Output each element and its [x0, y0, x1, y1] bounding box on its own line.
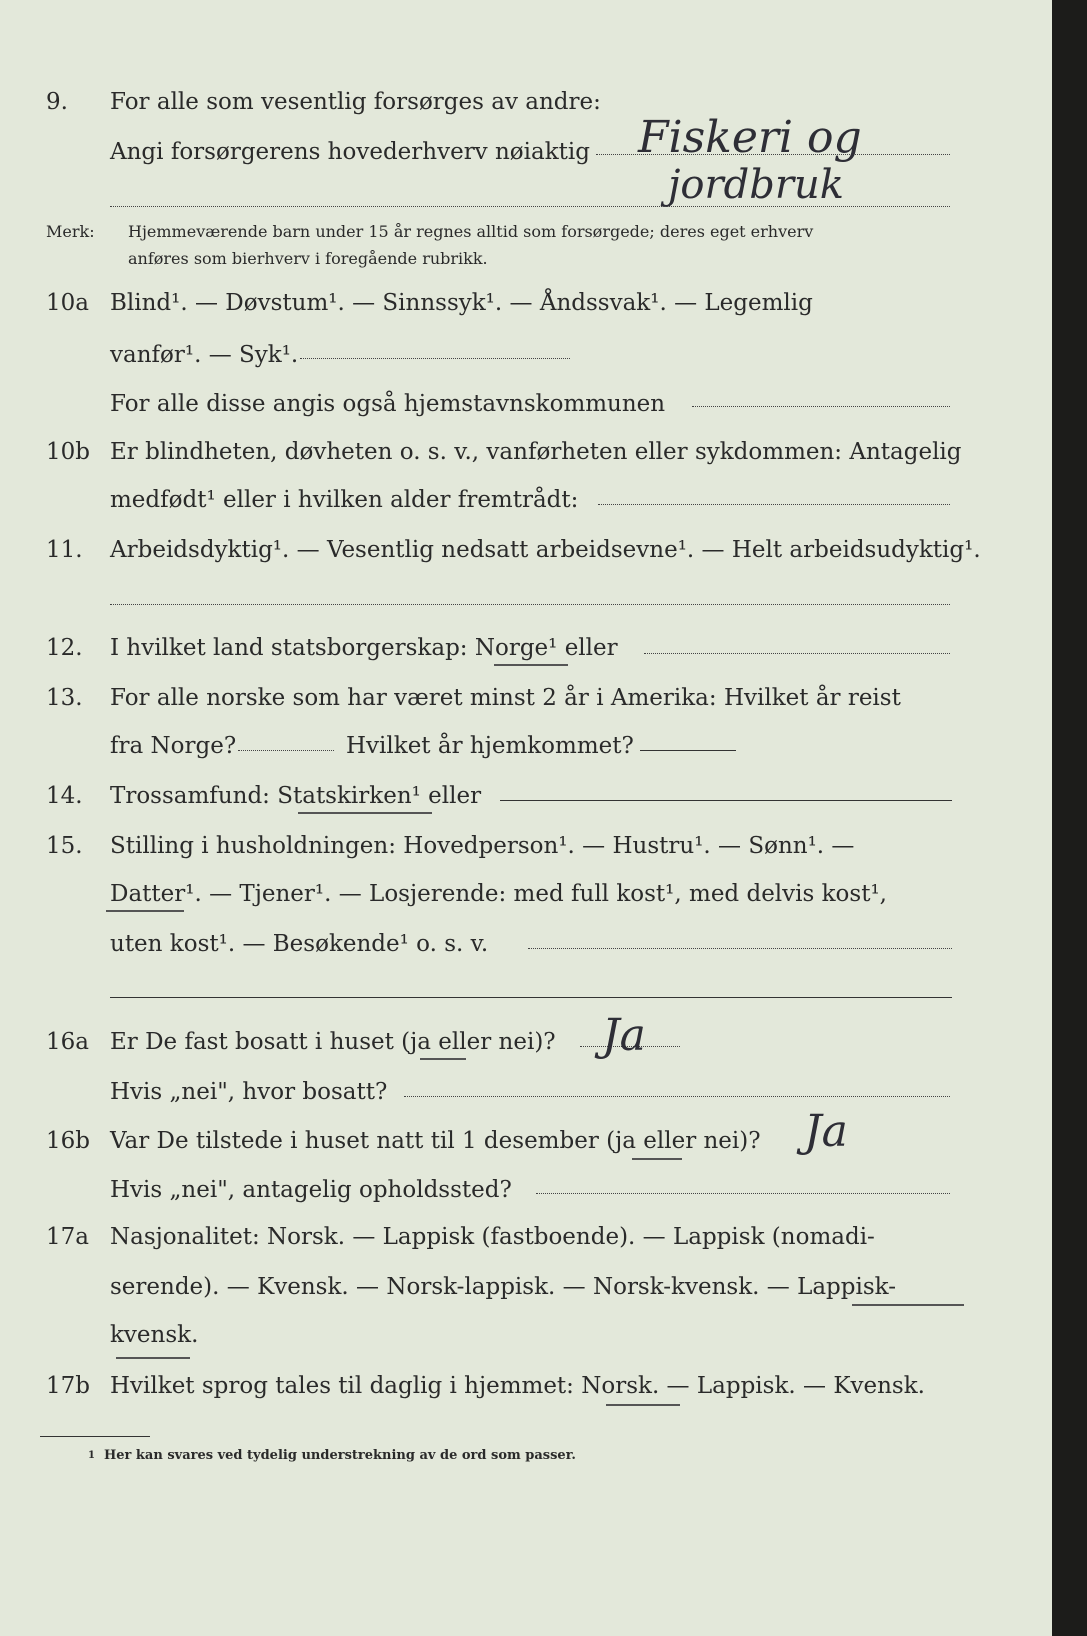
answer-line: [110, 206, 950, 207]
answer-line: [640, 750, 736, 751]
item-text: I hvilket land statsborgerskap: Norge¹ eller: [110, 635, 618, 661]
answer-line: [238, 750, 334, 751]
item-text: For alle norske som har været minst 2 år i Amerika: Hvilket år reist: [110, 685, 901, 711]
item-number: 16a: [46, 1029, 89, 1055]
item-text: For alle disse angis også hjemstavnskommunen: [110, 391, 666, 417]
answer-line: [300, 358, 570, 359]
footnote-mark: 1: [88, 1450, 95, 1461]
answer-line: [536, 1193, 950, 1194]
item-text: uten kost¹. — Besøkende¹ o. s. v.: [110, 931, 489, 957]
item-text: Datter¹. — Tjener¹. — Losjerende: med full kost¹, med delvis kost¹,: [110, 881, 887, 907]
footnote-text: Her kan svares ved tydelig understrekning av de ord som passer.: [104, 1448, 576, 1463]
item-text: kvensk.: [110, 1322, 199, 1348]
underline-mark: [420, 1058, 466, 1060]
item-text: vanfør¹. — Syk¹.: [110, 342, 299, 368]
item-text: fra Norge?: [110, 733, 237, 759]
item-text: Trossamfund: Statskirken¹ eller: [110, 783, 482, 809]
item-text: medfødt¹ eller i hvilken alder fremtrådt:: [110, 487, 579, 513]
answer-line: [500, 800, 952, 801]
item-number: 14.: [46, 783, 83, 809]
item-number: 10b: [46, 439, 90, 465]
item-text: Angi forsørgerens hovederhverv nøiaktig: [110, 139, 590, 165]
answer-line: [598, 504, 950, 505]
underline-mark: [494, 664, 568, 666]
underline-mark: [116, 1357, 190, 1359]
item-number: 9.: [46, 89, 68, 115]
item-number: 13.: [46, 685, 83, 711]
item-text: For alle som vesentlig forsørges av andre:: [110, 89, 601, 115]
item-text: Stilling i husholdningen: Hovedperson¹. — Hustru¹. — Sønn¹. —: [110, 833, 855, 859]
answer-line: [110, 604, 950, 605]
note-text: Hjemmeværende barn under 15 år regnes alltid som forsørgede; deres eget erhverv: [128, 222, 814, 241]
answer-line: [404, 1096, 950, 1097]
underline-mark: [852, 1304, 964, 1306]
item-text: Arbeidsdyktig¹. — Vesentlig nedsatt arbeidsevne¹. — Helt arbeidsudyktig¹.: [110, 537, 981, 563]
item-text: Hvilket år hjemkommet?: [346, 733, 634, 759]
item-number: 11.: [46, 537, 83, 563]
answer-line: [644, 653, 950, 654]
item-number: 15.: [46, 833, 83, 859]
item-text: Var De tilstede i huset natt til 1 desember (ja eller nei)?: [110, 1128, 761, 1154]
item-text: Hvilket sprog tales til daglig i hjemmet: Norsk. — Lappisk. — Kvensk.: [110, 1373, 925, 1399]
item-text: serende). — Kvensk. — Norsk-lappisk. — Norsk-kvensk. — Lappisk-: [110, 1274, 896, 1300]
note-text: anføres som bierhverv i foregående rubrikk.: [128, 249, 488, 268]
item-number: 12.: [46, 635, 83, 661]
item-text: Er blindheten, døvheten o. s. v., vanførheten eller sykdommen: Antagelig: [110, 439, 962, 465]
item-number: 10a: [46, 290, 89, 316]
item-number: 16b: [46, 1128, 90, 1154]
item-text: Nasjonalitet: Norsk. — Lappisk (fastboende). — Lappisk (nomadi-: [110, 1224, 875, 1250]
item-text: Blind¹. — Døvstum¹. — Sinnssyk¹. — Åndssvak¹. — Legemlig: [110, 290, 813, 316]
item-number: 17a: [46, 1224, 89, 1250]
underline-mark: [106, 910, 184, 912]
handwritten-answer-occupation: Fiskeri og: [638, 112, 862, 163]
item-text: Er De fast bosatt i huset (ja eller nei)?: [110, 1029, 556, 1055]
handwritten-answer-present: Ja: [804, 1106, 848, 1157]
answer-line: [528, 948, 952, 949]
handwritten-answer-resident: Ja: [602, 1010, 646, 1061]
underline-mark: [298, 812, 432, 814]
footnote-divider: [40, 1436, 150, 1437]
item-text: Hvis „nei", hvor bosatt?: [110, 1079, 388, 1105]
underline-mark: [606, 1404, 680, 1406]
answer-line: [692, 406, 950, 407]
item-text: Hvis „nei", antagelig opholdssted?: [110, 1177, 512, 1203]
note-label: Merk:: [46, 222, 95, 241]
item-number: 17b: [46, 1373, 90, 1399]
handwritten-answer-occupation-2: jordbruk: [668, 162, 844, 208]
answer-line: [110, 997, 952, 998]
underline-mark: [632, 1158, 682, 1160]
